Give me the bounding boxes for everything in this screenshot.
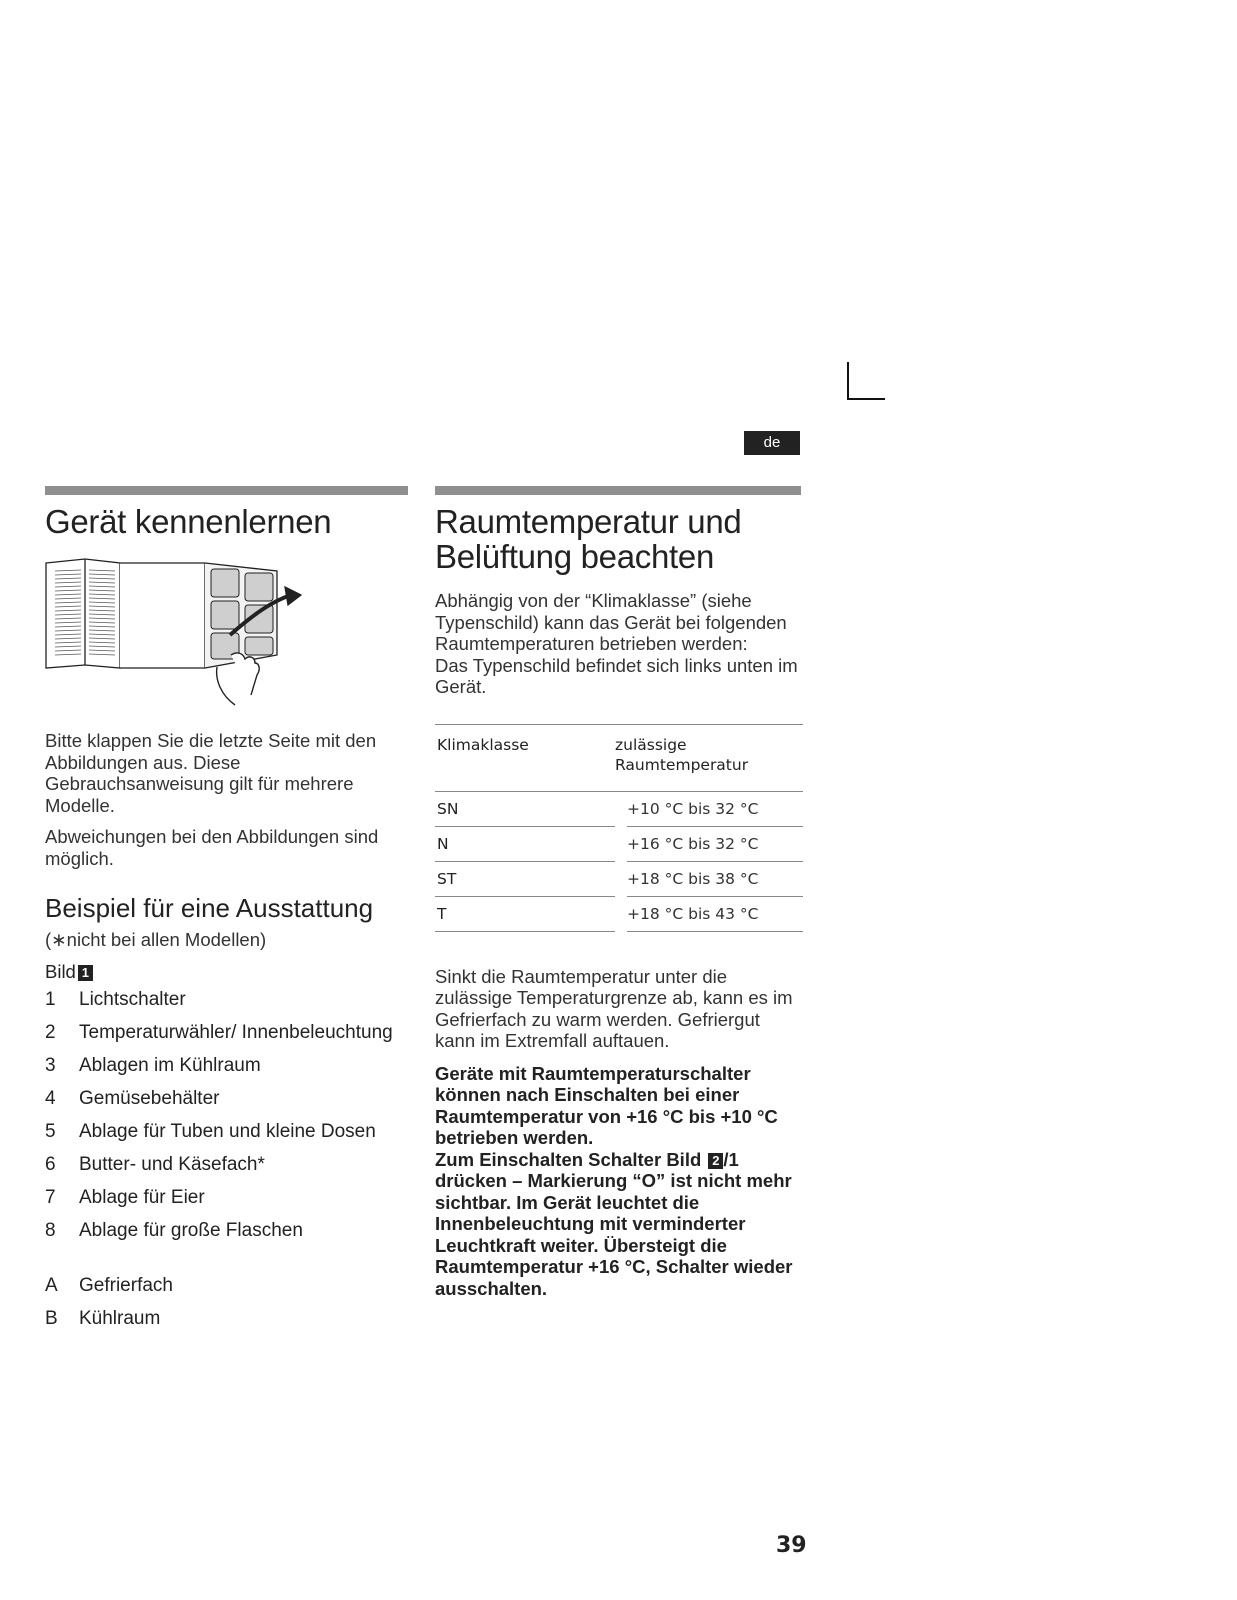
column-header-temperature: zulässige Raumtemperatur bbox=[615, 724, 803, 791]
legend-item: 2 Temperaturwähler/ Innenbeleuchtung bbox=[45, 1021, 393, 1043]
table-row: ST +18 °C bis 38 °C bbox=[435, 861, 803, 896]
low-temperature-warning: Sinkt die Raumtemperatur unter die zulässige Temperaturgrenze ab, kann es im Gefrierfach zu warm werden. Gefriergut kann im Extremfall auftauen. bbox=[435, 965, 793, 1051]
figure-number-box: 2 bbox=[708, 1153, 723, 1169]
legend-item: 3 Ablagen im Kühlraum bbox=[45, 1054, 261, 1076]
subsection-title: Beispiel für eine Ausstattung bbox=[45, 893, 374, 923]
left-column bbox=[45, 486, 408, 1341]
table-row: SN +10 °C bis 32 °C bbox=[435, 791, 803, 826]
column-header-class: Klimaklasse bbox=[435, 724, 615, 791]
table-row: N +16 °C bis 32 °C bbox=[435, 826, 803, 861]
compartment-legend bbox=[45, 1275, 408, 1330]
switch-paragraph-2: Zum Einschalten Schalter Bild 2 /1 drücken – Markierung “O” ist nicht mehr sichtbar. Im Gerät leuchtet die Innenbeleuchtung mit verminderter Leuchtkraft weiter. Übersteigt die Raumtemperatur +16 °C, Schalter wieder ausschalten. bbox=[435, 1148, 793, 1299]
rating-plate-note: Das Typenschild befindet sich links unten im Gerät. bbox=[435, 654, 798, 697]
section-title: Gerät kennenlernen bbox=[45, 503, 332, 540]
open-booklet-image bbox=[46, 559, 301, 705]
legend-item: 1 Lichtschalter bbox=[45, 988, 186, 1010]
right-column bbox=[435, 486, 803, 1299]
legend-item: A Gefrierfach bbox=[45, 1274, 173, 1296]
legend-item: 5 Ablage für Tuben und kleine Dosen bbox=[45, 1120, 376, 1142]
table-header-row bbox=[435, 724, 803, 791]
footnote-note: (∗nicht bei allen Modellen) bbox=[45, 929, 267, 950]
climate-class-table bbox=[435, 724, 803, 932]
equipment-legend bbox=[45, 989, 408, 1242]
figure-label: Bild bbox=[45, 960, 76, 982]
climate-intro: Abhängig von der “Klimaklasse” (siehe Typenschild) kann das Gerät bei folgenden Raumtemperaturen betrieben werden: bbox=[435, 590, 787, 654]
section-rule bbox=[45, 486, 408, 495]
section-title: Raumtemperatur und Belüftung beachten bbox=[435, 503, 742, 575]
legend-item: 7 Ablage für Eier bbox=[45, 1186, 205, 1208]
crop-mark bbox=[847, 362, 885, 400]
intro-text bbox=[45, 730, 408, 869]
legend-item: 8 Ablage für große Flaschen bbox=[45, 1219, 303, 1241]
figure-reference bbox=[45, 961, 408, 983]
legend-item: B Kühlraum bbox=[45, 1307, 161, 1329]
switch-instructions bbox=[435, 1063, 803, 1300]
legend-item: 4 Gemüsebehälter bbox=[45, 1087, 220, 1109]
fold-out-page-illustration bbox=[45, 555, 310, 707]
page-number: 39 bbox=[776, 1533, 807, 1558]
switch-paragraph-1: Geräte mit Raumtemperaturschalter können nach Einschalten bei einer Raumtemperatur von +16 °C bis +10 °C betrieben werden. bbox=[435, 1062, 778, 1148]
intro-paragraph-1: Bitte klappen Sie die letzte Seite mit den Abbildungen aus. Diese Gebrauchsanweisung gilt für mehrere Modelle. bbox=[45, 730, 377, 816]
legend-item: 6 Butter- und Käsefach* bbox=[45, 1153, 265, 1175]
intro-paragraph-2: Abweichungen bei den Abbildungen sind möglich. bbox=[45, 826, 379, 869]
figure-number-box: 1 bbox=[78, 965, 93, 981]
section-rule bbox=[435, 486, 801, 495]
table-row: T +18 °C bis 43 °C bbox=[435, 896, 803, 931]
language-tag: de bbox=[744, 431, 800, 455]
